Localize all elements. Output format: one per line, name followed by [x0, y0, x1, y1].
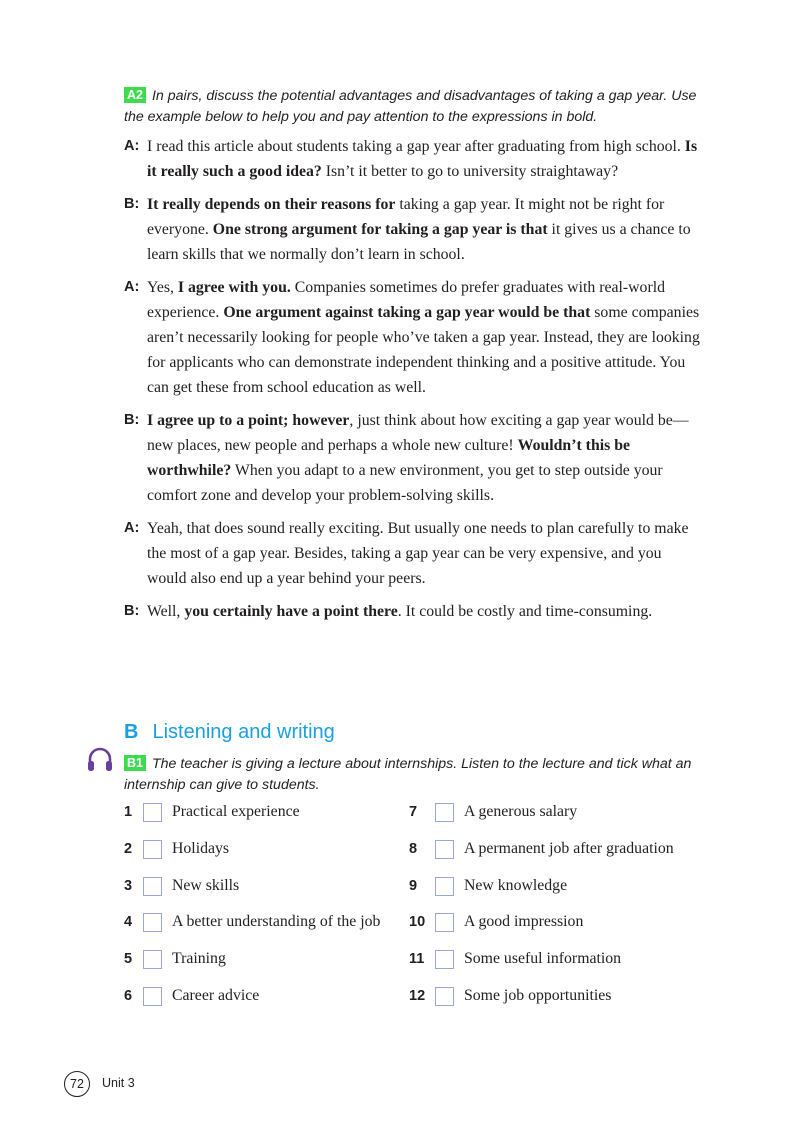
text-segment: Yeah, that does sound really exciting. But usually one needs to plan carefully to make the most of a gap year. Besides, taking a gap year can be very expensive, and you would also end up a year behind your peers.: [147, 520, 689, 587]
item-number: 11: [409, 951, 425, 967]
checkbox[interactable]: [143, 877, 162, 896]
unit-label: Unit 3: [102, 1076, 135, 1090]
dialogue-text: [147, 599, 704, 624]
item-label: A permanent job after graduation: [464, 840, 674, 857]
dialogue: [124, 134, 704, 632]
text-segment: , just think about how exciting a gap year would be—new places, new people and perhaps a whole new culture!: [147, 412, 689, 454]
checkbox[interactable]: [435, 877, 454, 896]
text-segment: When you adapt to a new environment, you get to step outside your comfort zone and develop your problem-solving skills.: [147, 462, 663, 504]
checklist-item: [124, 800, 300, 824]
text-segment: Companies sometimes do prefer graduates with real-world experience.: [147, 279, 666, 321]
text-segment: Yes,: [147, 279, 178, 296]
item-label: Practical experience: [172, 803, 300, 820]
bold-expression: One strong argument for taking a gap year is that: [212, 221, 548, 238]
dialogue-turn: [124, 599, 704, 624]
checklist-item: [409, 800, 577, 824]
checkbox[interactable]: [143, 950, 162, 969]
checkbox[interactable]: [435, 950, 454, 969]
item-label: Some useful information: [464, 950, 622, 967]
text-segment: Isn’t it better to go to university straightaway?: [321, 163, 619, 180]
item-number: 4: [124, 914, 133, 930]
bold-expression: I agree up to a point; however: [147, 412, 350, 429]
checkbox[interactable]: [143, 987, 162, 1006]
dialogue-turn: [124, 275, 704, 400]
checklist-item: [409, 837, 674, 861]
bold-expression: Is it really such a good idea?: [147, 138, 698, 180]
checklist-item: [124, 984, 259, 1008]
speaker-label: B:: [124, 412, 140, 428]
section-b-heading: [124, 718, 335, 746]
text-segment: Well,: [147, 603, 185, 620]
checklist-item: [409, 910, 583, 934]
checkbox[interactable]: [435, 840, 454, 859]
item-number: 5: [124, 951, 133, 967]
item-label: A good impression: [464, 913, 584, 930]
speaker-label: A:: [124, 520, 140, 536]
speaker-label: A:: [124, 138, 140, 154]
item-label: A better understanding of the job: [172, 913, 381, 930]
dialogue-text: [147, 134, 704, 184]
item-number: 1: [124, 804, 133, 820]
checklist-item: [124, 947, 226, 971]
checklist-item: [124, 874, 239, 898]
checklist-item: [409, 874, 567, 898]
text-segment: some companies aren’t necessarily looking for people who’ve taken a gap year. Instead, they are looking for applicants who can demonstrate independent thinking and a positive attitude. You can get these from school education as well.: [147, 304, 700, 396]
page-number: 72: [64, 1071, 90, 1097]
dialogue-turn: [124, 516, 704, 591]
item-number: 3: [124, 878, 133, 894]
checkbox[interactable]: [143, 913, 162, 932]
item-number: 7: [409, 804, 418, 820]
item-number: 8: [409, 841, 418, 857]
checkbox[interactable]: [143, 803, 162, 822]
dialogue-turn: [124, 192, 704, 267]
item-label: A generous salary: [464, 803, 578, 820]
bold-expression: you certainly have a point there: [184, 603, 398, 620]
bold-expression: One argument against taking a gap year would be that: [223, 304, 591, 321]
item-number: 6: [124, 988, 133, 1004]
b1-instruction: [124, 754, 704, 796]
speaker-label: B:: [124, 603, 140, 619]
item-label: New knowledge: [464, 877, 568, 894]
dialogue-text: [147, 192, 704, 267]
item-label: Holidays: [172, 840, 230, 857]
speaker-label: A:: [124, 279, 140, 295]
dialogue-text: [147, 516, 704, 591]
section-letter: B: [124, 721, 139, 743]
item-label: Training: [172, 950, 226, 967]
dialogue-turn: [124, 134, 704, 184]
item-number: 12: [409, 988, 426, 1004]
dialogue-text: [147, 275, 704, 400]
bold-expression: It really depends on their reasons for: [147, 196, 396, 213]
checkbox[interactable]: [435, 987, 454, 1006]
a2-tag: A2: [124, 87, 146, 103]
section-title: Listening and writing: [152, 721, 335, 743]
b1-tag: B1: [124, 755, 146, 771]
item-label: New skills: [172, 877, 240, 894]
headphones-icon[interactable]: [86, 746, 114, 774]
bold-expression: Wouldn’t this be worthwhile?: [147, 437, 631, 479]
checklist-item: [124, 837, 229, 861]
a2-instruction: [124, 86, 704, 128]
text-segment: I read this article about students taking a gap year after graduating from high school.: [147, 138, 685, 155]
checkbox[interactable]: [143, 840, 162, 859]
dialogue-text: [147, 408, 704, 508]
item-number: 9: [409, 878, 418, 894]
b1-instruction-text: The teacher is giving a lecture about internships. Listen to the lecture and tick what an internship can give to students.: [124, 756, 692, 793]
text-segment: . It could be costly and time-consuming.: [397, 603, 653, 620]
text-segment: taking a gap year. It might not be right for everyone.: [147, 196, 665, 238]
bold-expression: I agree with you.: [177, 279, 291, 296]
text-segment: it gives us a chance to learn skills that we normally don’t learn in school.: [147, 221, 691, 263]
speaker-label: B:: [124, 196, 140, 212]
item-label: Some job opportunities: [464, 987, 612, 1004]
item-number: 2: [124, 841, 133, 857]
checklist-item: [409, 984, 611, 1008]
checkbox[interactable]: [435, 913, 454, 932]
dialogue-turn: [124, 408, 704, 508]
a2-instruction-text: In pairs, discuss the potential advantages and disadvantages of taking a gap year. Use the example below to help you and pay attention to the expressions in bold.: [124, 88, 697, 125]
checklist-item: [124, 910, 380, 934]
item-label: Career advice: [172, 987, 260, 1004]
checklist-item: [409, 947, 621, 971]
item-number: 10: [409, 914, 426, 930]
checkbox[interactable]: [435, 803, 454, 822]
